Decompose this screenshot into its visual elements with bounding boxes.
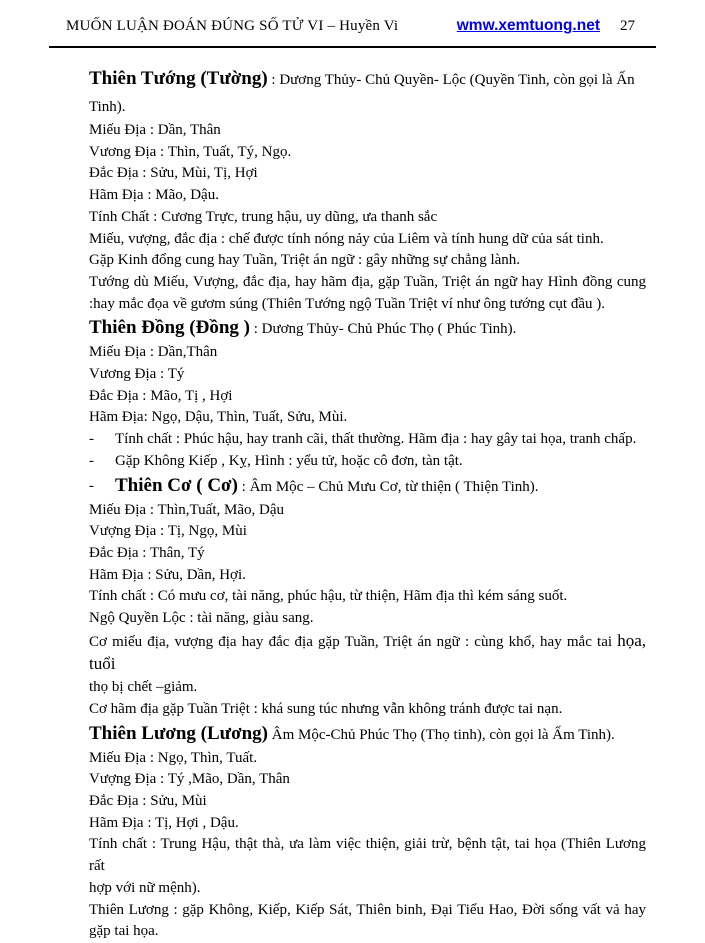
text-line: gặp tai họa. xyxy=(89,923,159,940)
text-line: Vượng Địa : Tý ,Mão, Dần, Thân xyxy=(89,771,290,788)
heading-description: : Dương Thủy- Chủ Phúc Thọ ( Phúc Tinh). xyxy=(250,321,517,338)
website-link[interactable]: wmw.xemtuong.net xyxy=(456,17,600,34)
text-line: Miếu, vượng, đắc địa : chế được tính nóng nảy của Liêm và tính hung dữ của sát tinh. xyxy=(89,230,604,247)
list-item xyxy=(89,429,646,451)
section-heading-thien-co xyxy=(89,473,646,500)
text-line: hợp với nữ mệnh). xyxy=(89,879,201,896)
heading-star-name: Thiên Tướng (Tường) xyxy=(89,68,268,89)
text-line: Miếu Địa : Ngọ, Thìn, Tuất. xyxy=(89,749,258,766)
list-item-text: Tính chất : Phúc hậu, hay tranh cãi, thất thường. Hãm địa : hay gây tai họa, tranh chấp. xyxy=(115,431,637,448)
heading-star-name: Thiên Đồng (Đồng ) xyxy=(89,317,250,339)
text-line: Hãm Địa: Ngọ, Dậu, Thìn, Tuất, Sửu, Mùi. xyxy=(89,409,348,426)
bullet-dash: - xyxy=(89,452,94,469)
text-line: Cơ hãm địa gặp Tuần Triệt : khá sung túc nhưng vẫn không tránh được tai nạn. xyxy=(89,700,563,717)
text-line: Tướng dù Miếu, Vượng, đắc địa, hay hãm địa, gặp Tuần, Triệt án ngữ hay Hình đồng cung xyxy=(89,273,646,290)
text-line: :hay mắc đọa về gươm súng (Thiên Tướng ngộ Tuần Triệt ví như ông tướng cụt đầu ). xyxy=(89,295,606,312)
page-number: 27 xyxy=(620,18,635,34)
text-line: Đắc Địa : Mão, Tị , Hợi xyxy=(89,387,233,404)
bullet-dash: - xyxy=(89,477,94,494)
text-line: Gặp Kinh đổng cung hay Tuần, Triệt án ngữ : gây những sự chẳng lành. xyxy=(89,252,521,269)
heading-star-name: Thiên Cơ ( Cơ) xyxy=(115,474,238,496)
heading-text xyxy=(115,473,539,500)
text-line: Miếu Địa : Dần, Thân xyxy=(89,122,221,138)
list-item xyxy=(89,451,646,473)
text-line: Tính chất : Trung Hậu, thật thà, ưa làm việc thiện, giải trừ, bệnh tật, tai họa (Thiên Lương rất xyxy=(89,836,646,875)
text-line: Thiên Lương : gặp Không, Kiếp, Kiếp Sát, Thiên binh, Đại Tiểu Hao, Đời sống vất vả hay xyxy=(89,901,646,918)
text-line: Vương Địa : Tý xyxy=(89,366,185,383)
heading-star-name: Thiên Lương (Lương) xyxy=(89,722,268,744)
page-header xyxy=(0,0,705,35)
list-item-text: Gặp Không Kiếp , Kỵ, Hình : yểu tử, hoặc cô đơn, tàn tật. xyxy=(115,452,463,469)
text-line: Đắc Địa : Sửu, Mùi xyxy=(89,792,207,809)
text-line: Hãm Địa : Mão, Dậu. xyxy=(89,187,219,204)
line-segment-emphasis: họa, tuổi xyxy=(89,630,646,674)
text-line: Đắc Địa : Thân, Tý xyxy=(89,544,205,561)
heading-description: Âm Mộc-Chủ Phúc Thọ (Thọ tinh), còn gọi là Ấm Tinh). xyxy=(268,726,615,743)
section-heading-thien-luong xyxy=(89,721,646,748)
text-line: Đắc Địa : Sửu, Mùi, Tị, Hợi xyxy=(89,165,258,182)
section-heading-thien-dong xyxy=(89,315,646,342)
text-line xyxy=(89,630,646,677)
text-line: Miếu Địa : Thìn,Tuất, Mão, Dậu xyxy=(89,501,284,518)
text-line: Miếu Địa : Dần,Thân xyxy=(89,344,218,361)
text-line: Ngộ Quyền Lộc : tài năng, giàu sang. xyxy=(89,610,314,627)
text-line: Hãm Địa : Tị, Hợi , Dậu. xyxy=(89,814,239,831)
text-line: thọ bị chết –giảm. xyxy=(89,679,198,696)
text-line: Vượng Địa : Tị, Ngọ, Mùi xyxy=(89,523,247,540)
document-body xyxy=(0,48,705,943)
text-line: Hãm Địa : Sửu, Dần, Hợi. xyxy=(89,566,246,583)
header-title: MUỐN LUẬN ĐOÁN ĐÚNG SỐ TỬ VI – Huyền Vi xyxy=(66,18,399,34)
section-heading-thien-tuong xyxy=(89,66,646,120)
heading-description: : Âm Mộc – Chủ Mưu Cơ, từ thiện ( Thiện Tinh). xyxy=(237,478,539,495)
bullet-dash: - xyxy=(89,431,94,448)
heading-description: : Dương Thủy- Chủ Quyền- Lộc (Quyền Tinh, còn gọi là Ấn Tinh). xyxy=(89,72,635,115)
text-line: Vương Địa : Thìn, Tuất, Tý, Ngọ. xyxy=(89,143,292,160)
line-segment: Cơ miếu địa, vượng địa hay đắc địa gặp Tuần, Triệt án ngữ : cùng khổ, hay mắc tai xyxy=(89,633,618,650)
text-line: Tính chất : Có mưu cơ, tài năng, phúc hậu, từ thiện, Hãm địa thì kém sáng suốt. xyxy=(89,588,568,605)
text-line: Tính Chất : Cương Trực, trung hậu, uy dũng, ưa thanh sắc xyxy=(89,208,438,225)
